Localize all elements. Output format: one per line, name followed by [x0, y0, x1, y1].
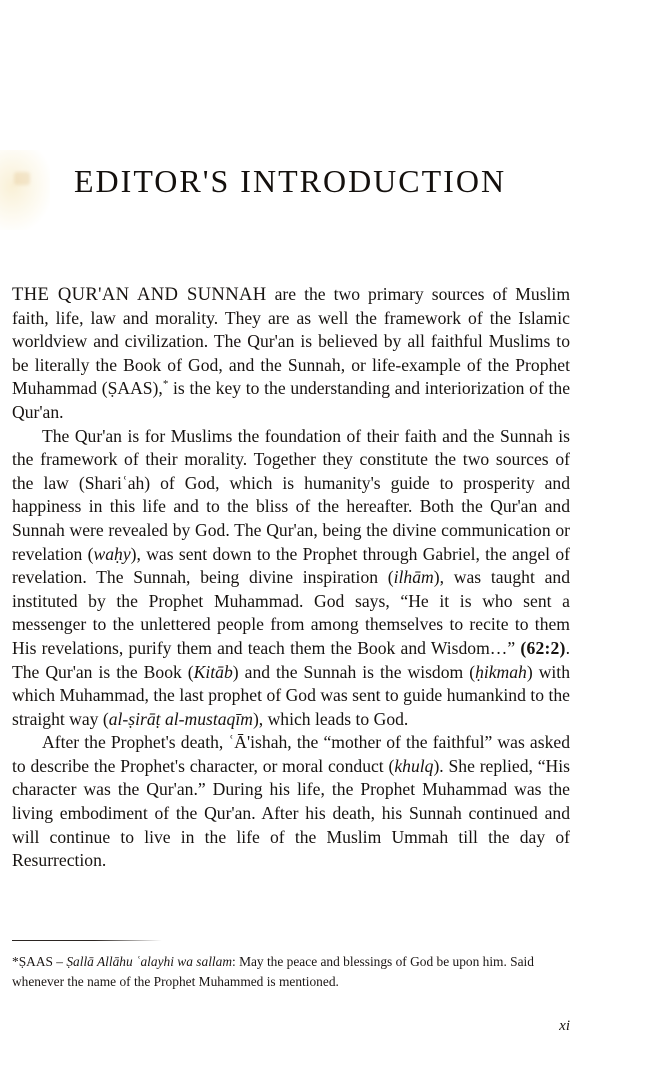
footnote-dash: – — [52, 954, 67, 970]
footnote-abbreviation: ṢAAS — [18, 954, 53, 970]
paragraph-1 — [12, 283, 570, 425]
paragraph-3 — [12, 731, 570, 873]
term-ilham: ilhām — [393, 567, 434, 588]
p2-seg-7: ), which leads to God. — [252, 708, 409, 729]
p2-seg-6: ) with which Muhammad, the last prophet of God was sent to guide humankind to the straight way ( — [12, 661, 570, 729]
p2-seg-4: . The Qur'an is the Book ( — [12, 637, 570, 682]
p3-seg-2: ). She replied, “His character was the Qur'an.” During his life, the Prophet Muhammad was the living embodiment of the Qur'an. After his death, his Sunnah continued and will continue to live in the life of the Muslim Ummah till the day of Resurrection. — [12, 755, 570, 871]
term-wahy: waḥy — [93, 543, 131, 564]
opening-smallcaps: THE QUR'AN AND SUNNAH — [12, 284, 267, 305]
footnote-marker-abbrev: * — [12, 954, 19, 970]
paragraph-1-text: are the two primary sources of Muslim faith, life, law and morality. They are as well the framework of the Islamic worldview and civilization. The Qur'an is believed by all faithful Muslims to be literally the Book of God, and the Sunnah, or life-example of the Prophet Muhammad (ṢAAS), — [12, 284, 570, 399]
term-khulq: khulq — [394, 755, 434, 776]
body-text-block — [12, 283, 570, 873]
paragraph-1-text-cont: is the key to the understanding and interiorization of the Qur'an. — [12, 378, 570, 422]
footnote-text — [12, 952, 570, 991]
footnote-arabic-phrase: Ṣallā Allāhu ʿalayhi wa sallam — [66, 954, 232, 970]
p2-seg-2: ), was sent down to the Prophet through Gabriel, the angel of revelation. The Sunnah, being divine inspiration ( — [12, 543, 570, 588]
term-hikmah: ḥikmah — [475, 661, 527, 682]
term-al-sirat-al-mustaqim: al-ṣirāṭ al-mustaqīm — [108, 708, 253, 729]
page-title: EDITOR'S INTRODUCTION — [74, 163, 507, 200]
scan-stain-artifact — [0, 150, 50, 230]
p2-seg-5: ) and the Sunnah is the wisdom ( — [232, 661, 476, 682]
p2-seg-3: ), was taught and instituted by the Prophet Muhammad. God says, “He it is who sent a messenger to the unlettered people from among themselves to recite to them His revelations, purify them and teach them the Book and Wisdom…” — [12, 567, 570, 658]
footnote-translation: : May the peace and blessings of God be upon him. Said whenever the name of the Prophet Muhammed is mentioned. — [12, 954, 534, 989]
paragraph-2 — [12, 425, 570, 732]
page-number: xi — [559, 1018, 570, 1034]
p3-seg-1: After the Prophet's death, ʿĀ'ishah, the “mother of the faithful” was asked to describe the Prophet's character, or moral conduct ( — [12, 732, 570, 776]
footnote-marker: * — [162, 378, 169, 391]
scan-speck-artifact — [14, 172, 30, 185]
term-kitab: Kitāb — [193, 661, 233, 682]
footnote-separator-rule — [12, 940, 162, 941]
quran-reference: (62:2) — [520, 637, 566, 658]
p2-seg-1: The Qur'an is for Muslims the foundation of their faith and the Sunnah is the framework of their morality. Together they constitute the two sources of the law (Shariʿah) of God, which is humanity's guide to prosperity and happiness in this life and to the bliss of the hereafter. Both the Qur'an and Sunnah were revealed by God. The Qur'an, being the divine communication or revelation ( — [12, 425, 570, 564]
footnote-area — [12, 940, 570, 991]
